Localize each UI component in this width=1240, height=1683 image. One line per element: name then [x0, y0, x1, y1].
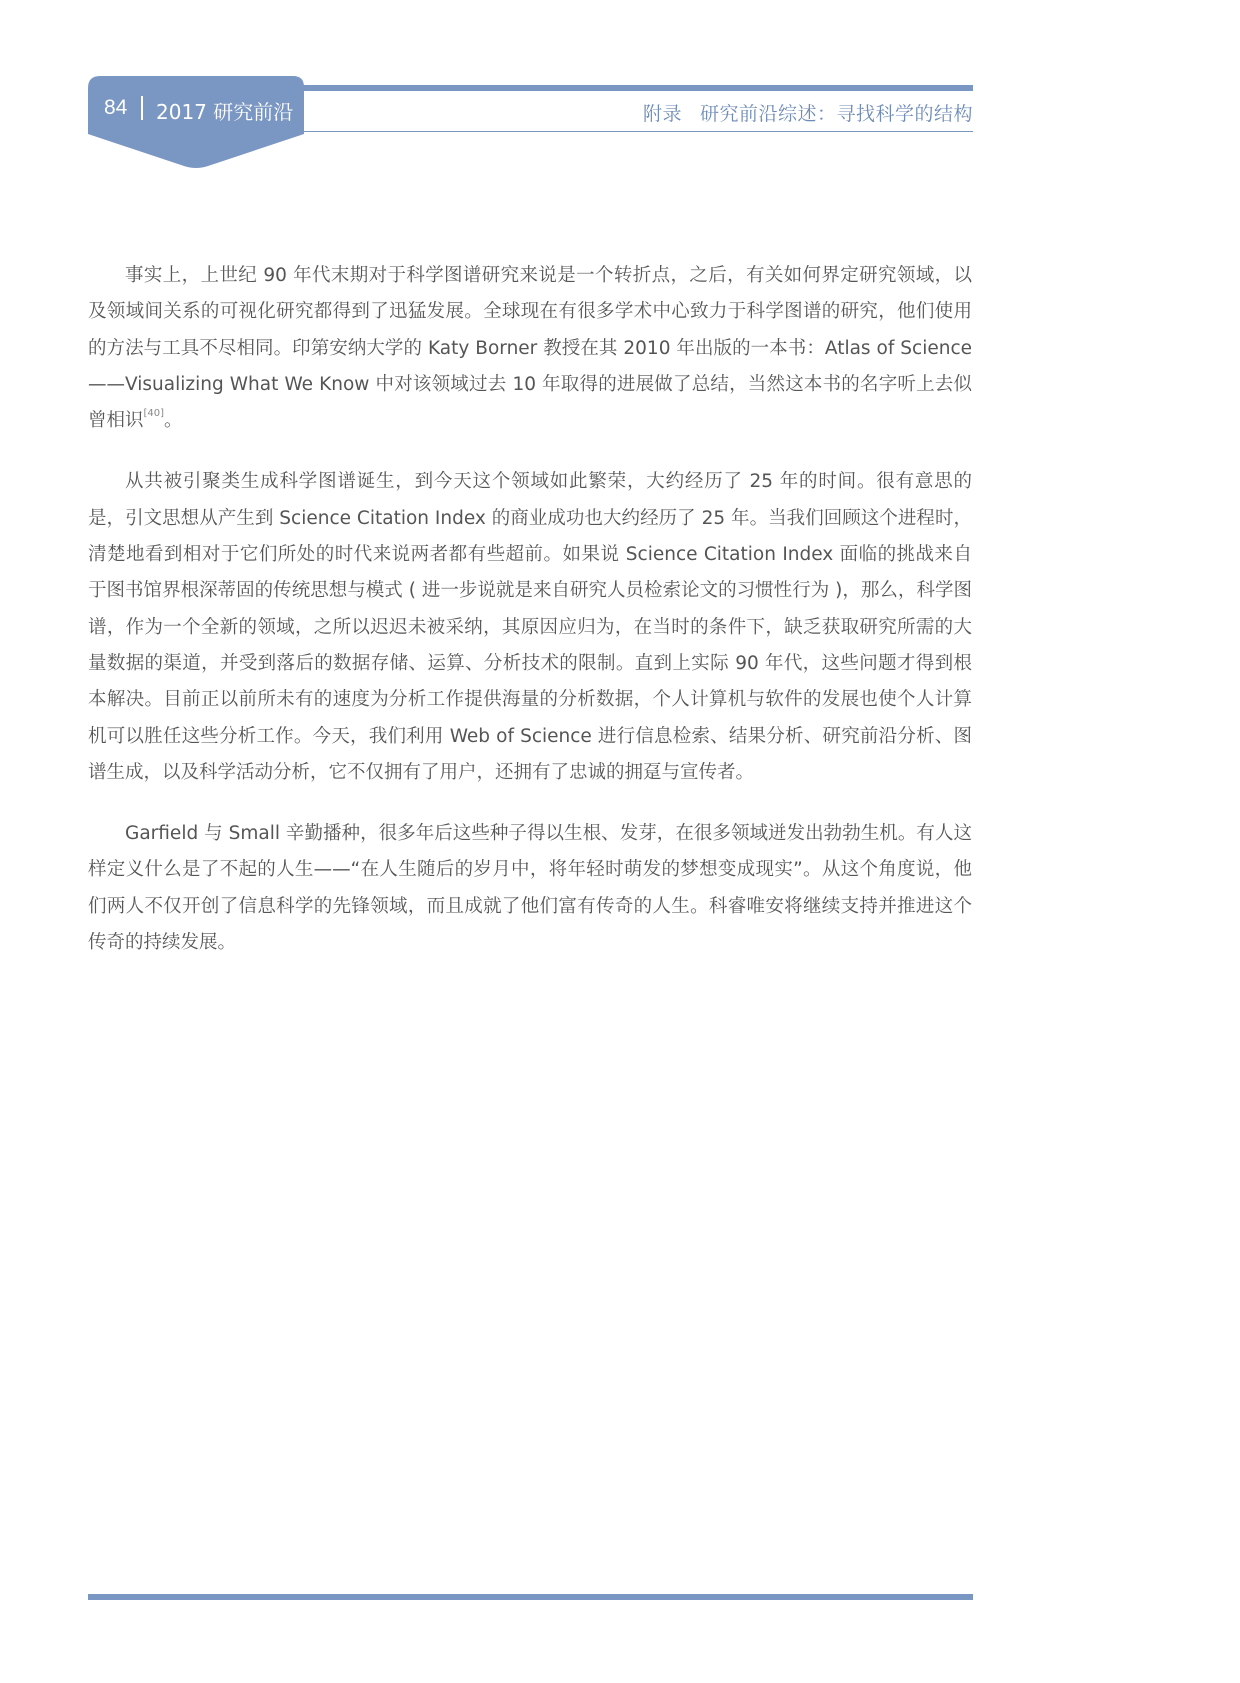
paragraph-3: Garfield 与 Small 辛勤播种，很多年后这些种子得以生根、发芽，在很多领域迸发出勃勃生机。有人这样定义什么是了不起的人生——“在人生随后的岁月中，将年轻时萌发的梦想变成现实”。从这个角度说，他们两人不仅开创了信息科学的先锋领域，而且成就了他们富有传奇的人生。科睿唯安将继续支持并推进这个传奇的持续发展。 — [88, 823, 972, 954]
header-rule-bottom — [300, 131, 973, 132]
paragraph-1-ending: 。 — [164, 410, 183, 432]
section-label: 附录 — [642, 103, 682, 125]
page-number: 84 — [104, 96, 128, 119]
paragraph-2: 从共被引聚类生成科学图谱诞生，到今天这个领域如此繁荣，大约经历了 25 年的时间。很有意思的是，引文思想从产生到 Science Citation Index 的商业成功也大约经历了 25 年。当我们回顾这个进程时，清楚地看到相对于它们所处的时代来说两者都有些超前。如果说 Science Citation Index 面临的挑战来自于图书馆界根深蒂固的传统思想与模式 ( 进一步说就是来自研究人员检索论文的习惯性行为 )，那么，科学图谱，作为一个全新的领域，之所以迟迟未被采纳，其原因应归为，在当时的条件下，缺乏获取研究所需的大量数据的渠道，并受到落后的数据存储、运算、分析技术的限制。直到上实际 90 年代，这些问题才得到根本解决。目前正以前所未有的速度为分析工作提供海量的分析数据，个人计算机与软件的发展也使个人计算机可以胜任这些分析工作。今天，我们利用 Web of Science 进行信息检索、结果分析、研究前沿分析、图谱生成，以及科学活动分析，它不仅拥有了用户，还拥有了忠诚的拥趸与宣传者。 — [88, 471, 972, 783]
citation-40: [40] — [143, 408, 165, 420]
section-heading — [643, 99, 973, 126]
paragraph-1 — [88, 258, 972, 439]
paragraph-1-text: 事实上，上世纪 90 年代末期对于科学图谱研究来说是一个转折点，之后，有关如何界定研究领域，以及领域间关系的可视化研究都得到了迅猛发展。全球现在有很多学术中心致力于科学图谱的研究，他们使用的方法与工具不尽相同。印第安纳大学的 Katy Borner 教授在其 2010 年出版的一本书：Atlas of Science ——Visualizing What We Know 中对该领域过去 10 年取得的进展做了总结，当然这本书的名字听上去似曾相识 — [88, 265, 972, 432]
header-rule-top — [300, 85, 973, 91]
body-text — [88, 258, 972, 986]
footer-rule — [88, 1594, 973, 1600]
section-title: 研究前沿综述：寻找科学的结构 — [699, 103, 973, 125]
header-divider — [141, 96, 143, 120]
publication-title: 2017 研究前沿 — [156, 100, 294, 124]
header-tab — [88, 76, 306, 168]
